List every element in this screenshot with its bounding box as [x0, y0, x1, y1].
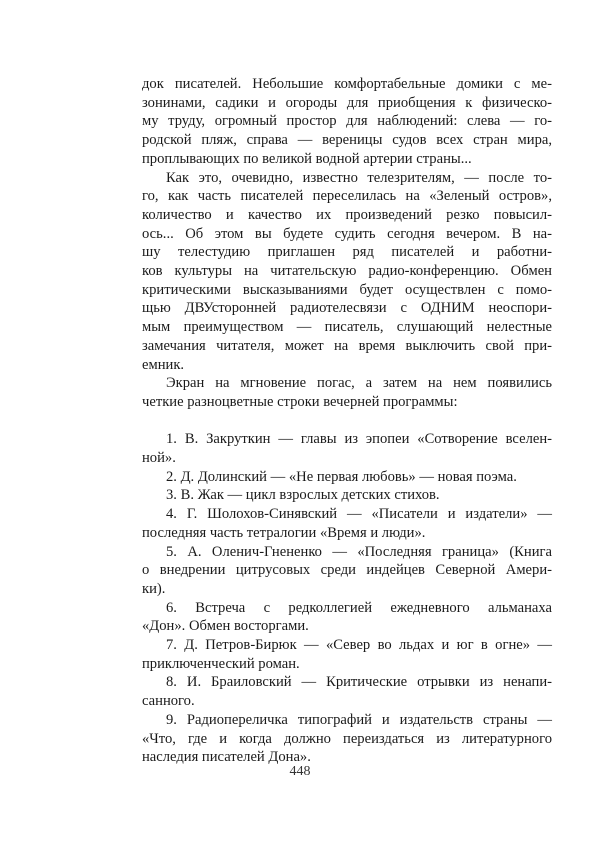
text-line: 8. И. Браиловский — Критические отрывки из ненапи- — [166, 674, 552, 691]
text-line: приключенческий роман. — [142, 655, 300, 672]
page-number: 448 — [289, 764, 311, 779]
text-line: мым преимуществом — писатель, слушающий нелестные — [142, 319, 552, 336]
text-line: емник. — [142, 356, 185, 373]
program-item-5 — [142, 543, 552, 599]
text-line: 1. В. Закруткин — главы из эпопеи «Сотворение вселен- — [166, 431, 552, 448]
program-item-1 — [142, 430, 552, 467]
text-line: о внедрении цитрусовых среди индейцев Северной Амери- — [142, 562, 552, 579]
text-line: 4. Г. Шолохов-Синявский — «Писатели и издатели» — — [166, 506, 552, 523]
paragraph-telecast — [142, 169, 552, 375]
text-line: «Дон». Обмен восторгами. — [142, 618, 309, 635]
program-item-8 — [142, 673, 552, 710]
program-item-7 — [142, 636, 552, 673]
program-item-6 — [142, 599, 552, 636]
program-item-4 — [142, 505, 552, 542]
text-line: проплывающих по великой водной артерии страны... — [142, 150, 472, 167]
text-line: го, как часть писателей переселилась на «Зеленый остров», — [142, 188, 552, 205]
program-list — [142, 430, 552, 767]
text-line: 3. В. Жак — цикл взрослых детских стихов. — [166, 487, 440, 504]
text-line: Как это, очевидно, известно телезрителям, — после то- — [166, 169, 552, 186]
text-line: 6. Встреча с редколлегией ежедневного альманаха — [166, 599, 552, 616]
paragraph-screen — [142, 374, 552, 411]
text-line: ков культуры на читательскую радио-конференцию. Обмен — [142, 263, 552, 280]
text-line: щью ДВУсторонней радиотелесвязи с ОДНИМ неоспори- — [142, 300, 552, 317]
text-line: критическими высказываниями будет осуществлен с помо- — [142, 281, 552, 298]
text-line: наследия писателей Дона». — [142, 749, 311, 766]
text-line: ной». — [142, 450, 176, 467]
text-line: количество и качество их произведений резко повысил- — [142, 206, 552, 223]
text-line: последняя часть тетралогии «Время и люди». — [142, 524, 426, 541]
text-line: шу телестудию приглашен ряд писателей и работни- — [142, 244, 552, 261]
page-text — [142, 75, 552, 767]
text-line: «Что, где и когда должно переиздаться из литературного — [142, 730, 552, 747]
text-line: ки). — [142, 580, 166, 597]
text-line: 5. А. Оленич-Гнененко — «Последняя граница» (Книга — [166, 543, 552, 560]
blank-line — [142, 412, 552, 431]
program-item-3 — [142, 486, 552, 505]
text-line: санного. — [142, 693, 195, 710]
text-line: 2. Д. Долинский — «Не первая любовь» — новая поэма. — [166, 468, 517, 485]
text-line: замечания читателя, может на время выключить свой при- — [142, 337, 552, 354]
text-line: 7. Д. Петров-Бирюк — «Север во льдах и юг в огне» — — [166, 637, 552, 654]
paragraph-intro — [142, 75, 552, 169]
text-line: 9. Радиопереличка типографий и издательств страны — — [166, 711, 552, 728]
program-item-9 — [142, 711, 552, 767]
text-line: ось... Об этом вы будете судить сегодня вечером. В на- — [142, 225, 552, 242]
text-line: му труду, огромный простор для наблюдений: слева — го- — [142, 113, 552, 130]
text-line: док писателей. Небольшие комфортабельные домики с ме- — [142, 76, 552, 92]
text-line: Экран на мгновение погас, а затем на нем появились — [166, 375, 552, 392]
text-line: родской пляж, справа — вереницы судов всех стран мира, — [142, 132, 552, 149]
text-line: зонинами, садики и огороды для приобщения к физическо- — [142, 94, 552, 111]
program-item-2 — [142, 468, 552, 487]
text-line: четкие разноцветные строки вечерней программы: — [142, 393, 458, 410]
